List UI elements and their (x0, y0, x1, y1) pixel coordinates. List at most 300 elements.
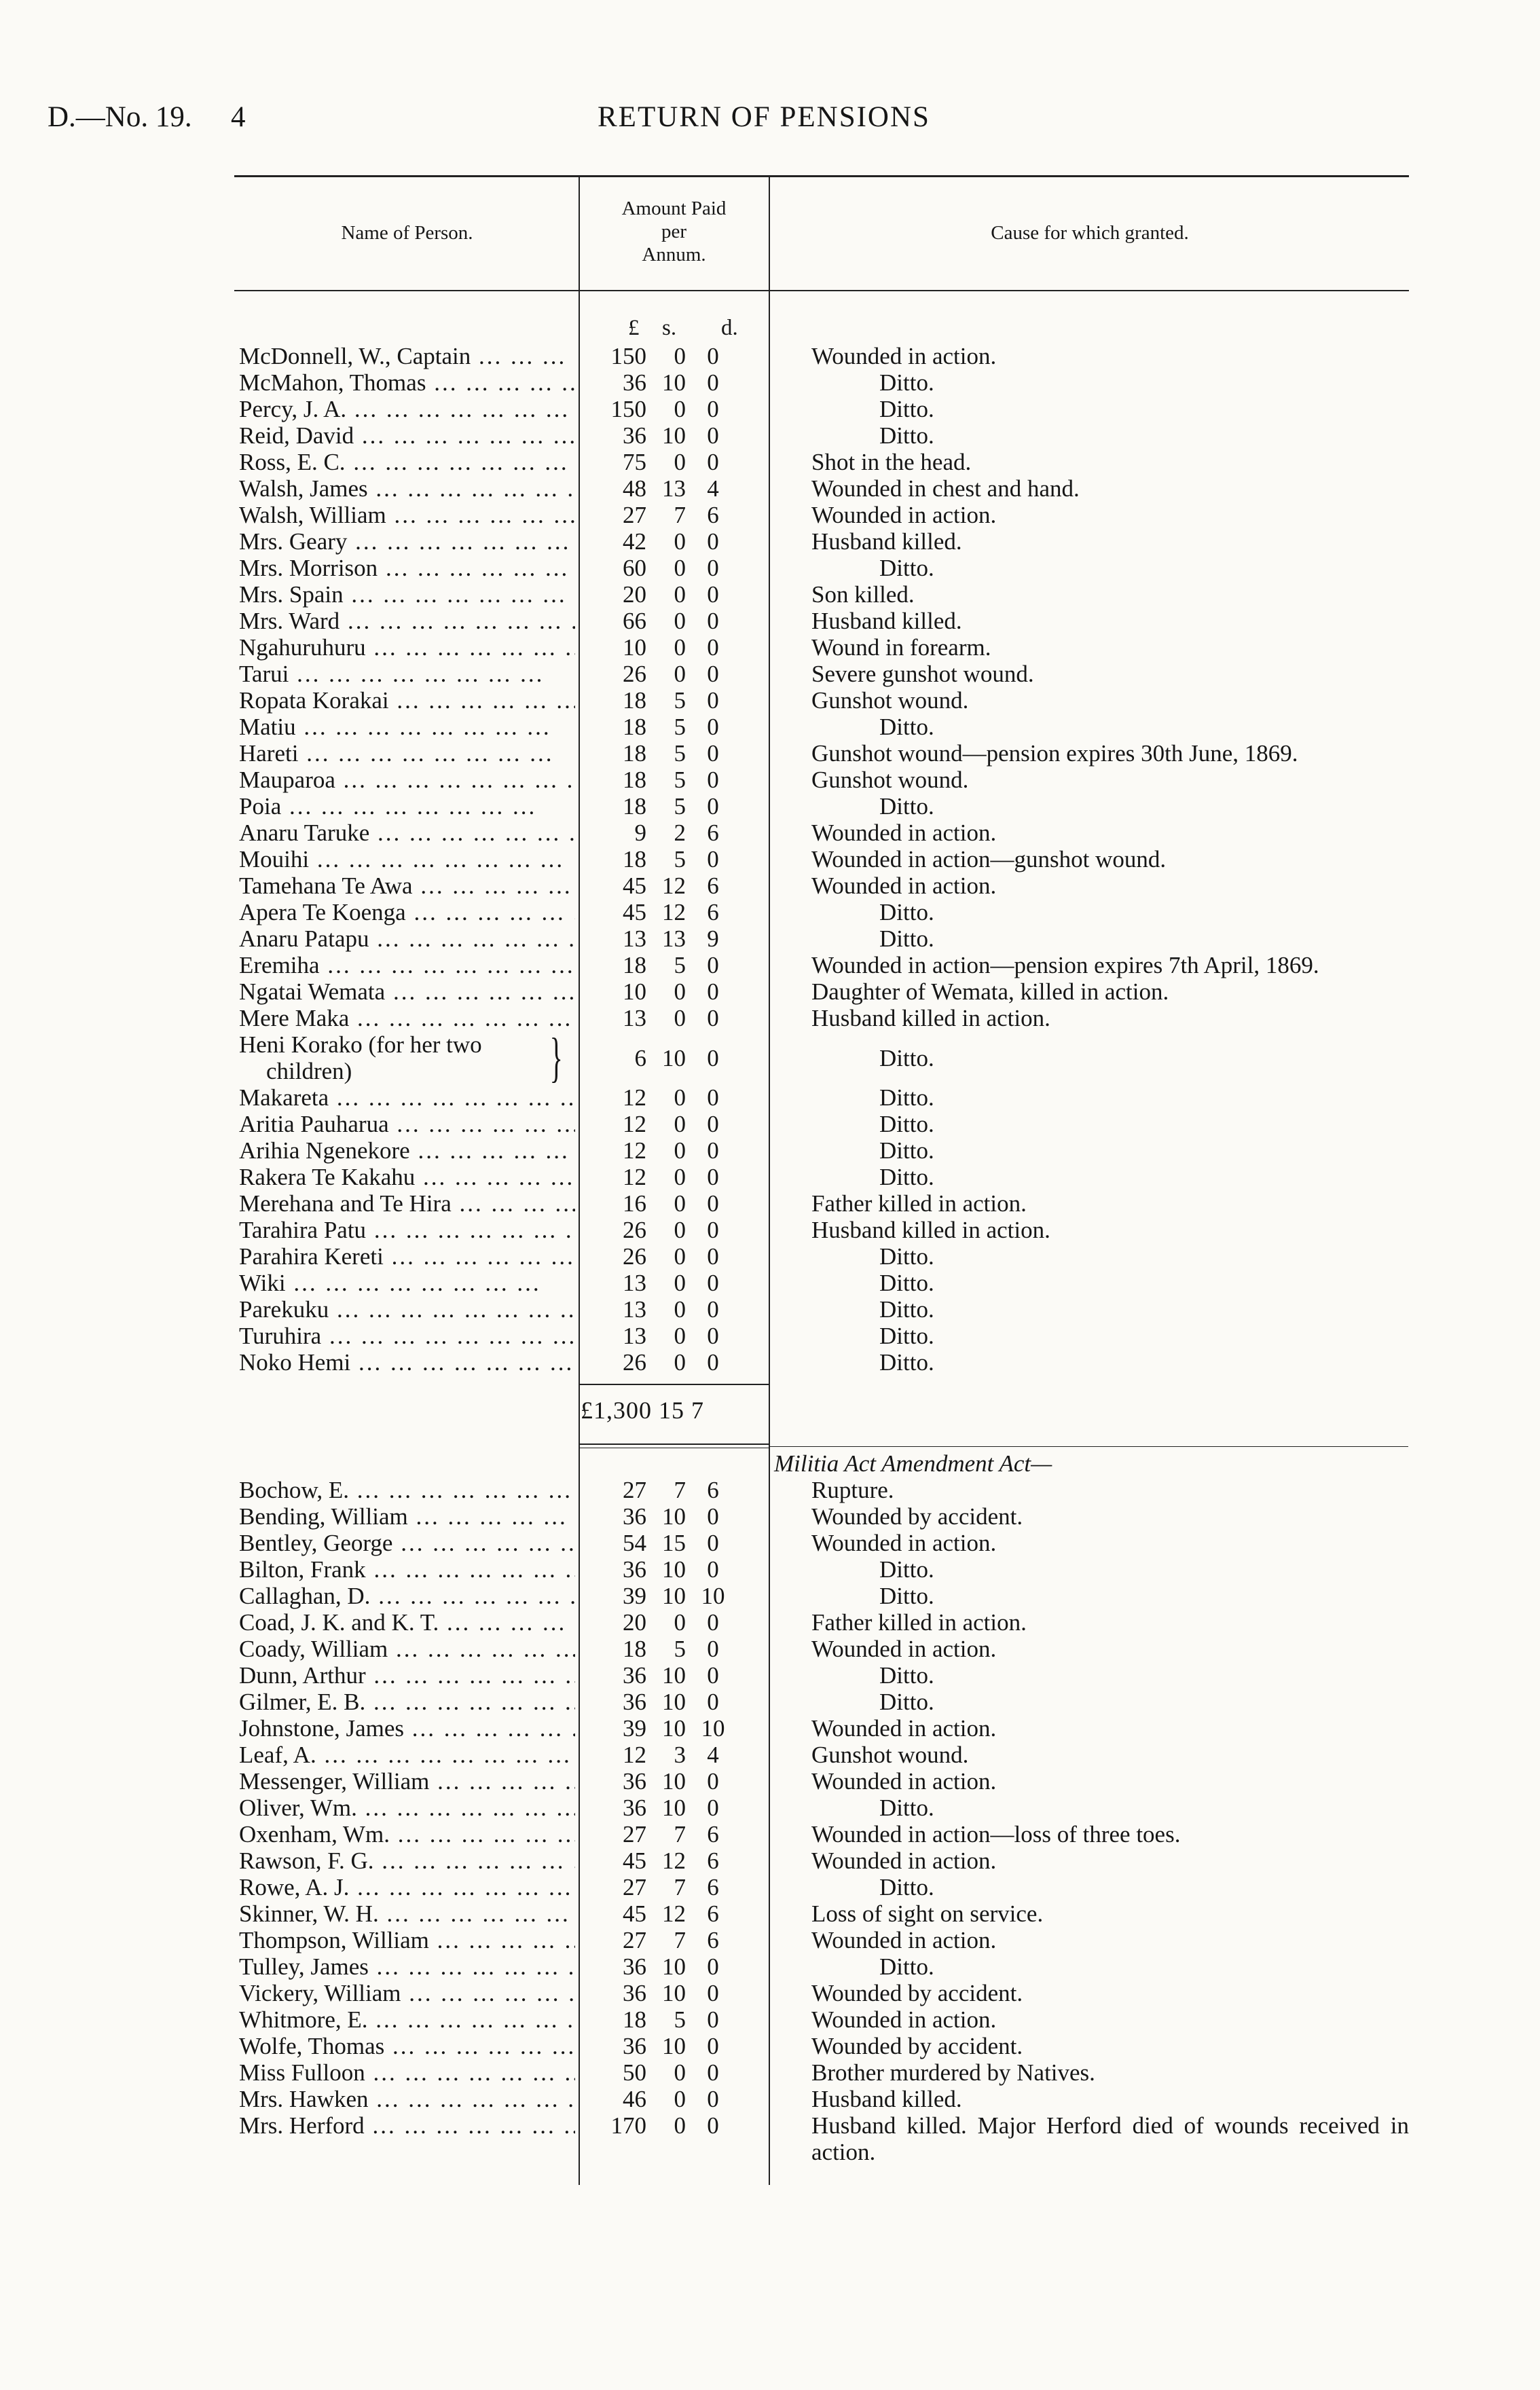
amount-shillings: 0 (674, 2086, 686, 2112)
amount-shillings: 0 (674, 1084, 686, 1111)
table-row (0, 661, 1540, 687)
amount-shillings: 0 (674, 661, 686, 687)
amount-shillings: 10 (662, 1689, 686, 1715)
table-row (0, 1137, 1540, 1164)
cause-text: Ditto. (879, 1296, 934, 1323)
table-row (0, 1953, 1540, 1980)
header-bottom-rule (234, 290, 1409, 291)
amount-pounds: 13 (623, 1323, 646, 1349)
person-name: Ngatai Wemata ... (239, 978, 575, 1005)
amount-shillings: 5 (674, 793, 686, 820)
amount-pence: 0 (707, 1530, 719, 1556)
amount-pounds: 75 (623, 449, 646, 475)
cause-text: Wounded by accident. (811, 2033, 1023, 2059)
amount-pounds: 39 (623, 1583, 646, 1609)
amount-shillings: 10 (662, 1045, 686, 1071)
amount-pounds: 36 (623, 369, 646, 396)
amount-pence: 6 (707, 899, 719, 925)
amount-pounds: 18 (623, 2006, 646, 2033)
person-name: Walsh, James ... (239, 475, 575, 502)
amount-pence: 0 (707, 1005, 719, 1031)
person-name: Miss Fulloon ... (239, 2059, 575, 2086)
person-name: Tulley, James ... (239, 1953, 575, 1980)
amount-pounds: 16 (623, 1190, 646, 1217)
cause-text: Wounded in action—gunshot wound. (811, 846, 1167, 872)
amount-pence: 0 (707, 687, 719, 714)
amount-pounds: 13 (623, 1296, 646, 1323)
person-name: Messenger, William ... (239, 1768, 575, 1795)
cause-text: Wounded in action. (811, 872, 997, 899)
table-row (0, 1715, 1540, 1742)
amount-shillings: 0 (674, 528, 686, 555)
amount-pounds: 18 (623, 793, 646, 820)
amount-shillings: 10 (662, 1662, 686, 1689)
amount-pounds: 45 (623, 1900, 646, 1927)
cause-text: Wounded by accident. (811, 1980, 1023, 2006)
amount-shillings: 5 (674, 687, 686, 714)
cause-text: Ditto. (879, 1556, 934, 1583)
cause-text: Wound in forearm. (811, 634, 991, 661)
person-name: Coady, William ... (239, 1636, 575, 1662)
amount-pounds: 26 (623, 1243, 646, 1270)
person-name: Eremiha ... (239, 952, 575, 978)
table-row (0, 343, 1540, 369)
table-top-rule (234, 175, 1409, 177)
table-row (0, 1689, 1540, 1715)
amount-shillings: 0 (674, 634, 686, 661)
cause-text: Ditto. (879, 925, 934, 952)
amount-shillings: 5 (674, 714, 686, 740)
amount-pence: 0 (707, 608, 719, 634)
table-row (0, 581, 1540, 608)
amount-pence: 0 (707, 767, 719, 793)
amount-pence: 10 (701, 1583, 725, 1609)
amount-pounds: 13 (623, 1270, 646, 1296)
amount-pence: 0 (707, 1662, 719, 1689)
amount-pence: 0 (707, 1556, 719, 1583)
person-name: Mrs. Geary ... (239, 528, 575, 555)
amount-shillings: 0 (674, 2112, 686, 2139)
table-row (0, 1821, 1540, 1847)
amount-shillings: 0 (674, 978, 686, 1005)
cause-text: Gunshot wound—pension expires 30th June, 1869. (811, 740, 1298, 767)
amount-shillings: 0 (674, 1349, 686, 1376)
cause-text: Ditto. (879, 369, 934, 396)
table-row (0, 1768, 1540, 1795)
amount-pence: 0 (707, 714, 719, 740)
amount-pence: 0 (707, 978, 719, 1005)
amount-shillings: 12 (662, 1900, 686, 1927)
table-row (0, 1296, 1540, 1323)
cause-text: Husband killed. Major Herford died of wounds received in action. (811, 2112, 1409, 2165)
amount-pence: 6 (707, 1927, 719, 1953)
person-name: Mrs. Herford ... (239, 2112, 575, 2139)
cause-text: Ditto. (879, 1689, 934, 1715)
amount-pounds: 45 (623, 872, 646, 899)
amount-pence: 0 (707, 1323, 719, 1349)
person-name: Johnstone, James ... (239, 1715, 575, 1742)
amount-pence: 0 (707, 1689, 719, 1715)
amount-pounds: 36 (623, 2033, 646, 2059)
amount-pence: 0 (707, 422, 719, 449)
amount-pence: 0 (707, 661, 719, 687)
militia-act-heading: Militia Act Amendment Act— (774, 1450, 1052, 1477)
person-name: Whitmore, E. ... (239, 2006, 575, 2033)
amount-pence: 0 (707, 1609, 719, 1636)
person-name: Bilton, Frank ... (239, 1556, 575, 1583)
cause-text: Ditto. (879, 793, 934, 820)
amount-pounds: 18 (623, 714, 646, 740)
amount-pence: 4 (707, 1742, 719, 1768)
amount-shillings: 10 (662, 1715, 686, 1742)
column-header-cause: Cause for which granted. (991, 222, 1189, 244)
amount-pounds: 36 (623, 1503, 646, 1530)
amount-pence: 0 (707, 1768, 719, 1795)
amount-pence: 0 (707, 396, 719, 422)
unit-pounds: £ (628, 316, 640, 340)
amount-pounds: 13 (623, 1005, 646, 1031)
table-row (0, 1349, 1540, 1376)
amount-pounds: 150 (610, 343, 646, 369)
unit-pence: d. (721, 316, 738, 340)
amount-pounds: 10 (623, 978, 646, 1005)
cause-text: Ditto. (879, 1164, 934, 1190)
table-row (0, 1270, 1540, 1296)
table-row (0, 925, 1540, 952)
table-row (0, 1583, 1540, 1609)
amount-shillings: 12 (662, 1847, 686, 1874)
table-row (0, 1323, 1540, 1349)
cause-text: Wounded in action. (811, 2006, 997, 2033)
amount-pence: 0 (707, 343, 719, 369)
table-row (0, 1980, 1540, 2006)
cause-text: Father killed in action. (811, 1190, 1027, 1217)
amount-pounds: 60 (623, 555, 646, 581)
amount-pence: 0 (707, 2033, 719, 2059)
person-name: Noko Hemi ... (239, 1349, 575, 1376)
amount-pounds: 18 (623, 1636, 646, 1662)
amount-pounds: 45 (623, 1847, 646, 1874)
table-row (0, 1028, 1540, 1088)
amount-pounds: 36 (623, 1953, 646, 1980)
cause-text: Wounded in action—pension expires 7th April, 1869. (811, 952, 1319, 978)
cause-text: Ditto. (879, 1874, 934, 1900)
section-rule (770, 1446, 1408, 1447)
amount-shillings: 2 (674, 820, 686, 846)
person-name: Tarui ... (239, 661, 575, 687)
table-row (0, 1847, 1540, 1874)
amount-pence: 6 (707, 1821, 719, 1847)
total-amount: £1,300 15 7 (581, 1397, 704, 1424)
table-row (0, 1900, 1540, 1927)
table-row (0, 475, 1540, 502)
person-name: Oxenham, Wm. ... (239, 1821, 575, 1847)
person-name: Oliver, Wm. ... (239, 1795, 575, 1821)
cause-text: Ditto. (879, 422, 934, 449)
amount-shillings: 5 (674, 952, 686, 978)
amount-shillings: 0 (674, 1137, 686, 1164)
amount-pence: 0 (707, 2086, 719, 2112)
amount-pence: 0 (707, 1953, 719, 1980)
table-row (0, 767, 1540, 793)
amount-pence: 6 (707, 1874, 719, 1900)
amount-shillings: 7 (674, 502, 686, 528)
table-row (0, 1111, 1540, 1137)
amount-shillings: 12 (662, 872, 686, 899)
amount-shillings: 0 (674, 1164, 686, 1190)
amount-pounds: 36 (623, 1795, 646, 1821)
person-name: Percy, J. A. ... (239, 396, 575, 422)
amount-pence: 0 (707, 2112, 719, 2139)
amount-pounds: 46 (623, 2086, 646, 2112)
column-header-amount-line1: Amount Paid (621, 198, 727, 219)
person-name: Tarahira Patu ... (239, 1217, 575, 1243)
amount-pounds: 18 (623, 846, 646, 872)
amount-shillings: 0 (674, 1005, 686, 1031)
table-row (0, 1662, 1540, 1689)
amount-shillings: 10 (662, 1583, 686, 1609)
table-row (0, 1556, 1540, 1583)
table-row (0, 846, 1540, 872)
amount-pence: 0 (707, 1084, 719, 1111)
amount-shillings: 0 (674, 396, 686, 422)
cause-text: Ditto. (879, 1953, 934, 1980)
amount-shillings: 3 (674, 1742, 686, 1768)
cause-text: Ditto. (879, 1270, 934, 1296)
amount-shillings: 0 (674, 581, 686, 608)
cause-text: Ditto. (879, 1323, 934, 1349)
table-row (0, 1530, 1540, 1556)
cause-text: Wounded in action. (811, 343, 997, 369)
table-row (0, 1503, 1540, 1530)
person-name: Wolfe, Thomas ... (239, 2033, 575, 2059)
table-row (0, 2059, 1540, 2086)
amount-pence: 0 (707, 1045, 719, 1071)
person-name: Rakera Te Kakahu ... (239, 1164, 575, 1190)
document-reference: D.—No. 19. (48, 101, 192, 133)
amount-pence: 0 (707, 1980, 719, 2006)
amount-pounds: 27 (623, 1874, 646, 1900)
amount-pounds: 9 (634, 820, 646, 846)
cause-text: Ditto. (879, 1349, 934, 1376)
amount-pounds: 12 (623, 1164, 646, 1190)
amount-pounds: 13 (623, 925, 646, 952)
person-name: Vickery, William ... (239, 1980, 575, 2006)
table-row (0, 608, 1540, 634)
amount-pence: 0 (707, 952, 719, 978)
person-name: Leaf, A. ... (239, 1742, 575, 1768)
cause-text: Ditto. (879, 396, 934, 422)
amount-pounds: 39 (623, 1715, 646, 1742)
amount-shillings: 13 (662, 475, 686, 502)
table-row (0, 2006, 1540, 2033)
amount-pounds: 20 (623, 581, 646, 608)
amount-pounds: 170 (610, 2112, 646, 2139)
person-name: Skinner, W. H. ... (239, 1900, 575, 1927)
cause-text: Wounded in action. (811, 820, 997, 846)
amount-pence: 0 (707, 793, 719, 820)
amount-pence: 0 (707, 1636, 719, 1662)
cause-text: Wounded in action. (811, 502, 997, 528)
table-row (0, 1609, 1540, 1636)
amount-pounds: 6 (634, 1045, 646, 1071)
person-name: Bentley, George ... (239, 1530, 575, 1556)
table-row (0, 793, 1540, 820)
cause-text: Gunshot wound. (811, 687, 969, 714)
amount-pence: 0 (707, 1349, 719, 1376)
cause-text: Wounded in action. (811, 1636, 997, 1662)
amount-shillings: 7 (674, 1821, 686, 1847)
cause-text: Son killed. (811, 581, 915, 608)
table-row (0, 369, 1540, 396)
person-name: Matiu ... (239, 714, 575, 740)
amount-shillings: 7 (674, 1927, 686, 1953)
amount-shillings: 5 (674, 740, 686, 767)
table-row (0, 1084, 1540, 1111)
amount-shillings: 10 (662, 1503, 686, 1530)
amount-pence: 0 (707, 555, 719, 581)
amount-shillings: 0 (674, 1270, 686, 1296)
cause-text: Wounded in action. (811, 1715, 997, 1742)
cause-text: Wounded in action. (811, 1530, 997, 1556)
amount-pence: 0 (707, 740, 719, 767)
amount-pounds: 18 (623, 740, 646, 767)
person-name: Ropata Korakai ... (239, 687, 575, 714)
table-row (0, 1190, 1540, 1217)
person-name: Rowe, A. J. ... (239, 1874, 575, 1900)
cause-text: Shot in the head. (811, 449, 972, 475)
cause-text: Husband killed in action. (811, 1217, 1050, 1243)
cause-text: Husband killed. (811, 2086, 962, 2112)
amount-shillings: 0 (674, 1190, 686, 1217)
amount-pounds: 27 (623, 502, 646, 528)
column-header-name: Name of Person. (341, 222, 473, 244)
person-name: Makareta ... (239, 1084, 575, 1111)
amount-pence: 0 (707, 1243, 719, 1270)
table-row (0, 740, 1540, 767)
amount-pence: 0 (707, 846, 719, 872)
amount-shillings: 10 (662, 1980, 686, 2006)
amount-shillings: 0 (674, 1323, 686, 1349)
cause-text: Wounded in action—loss of three toes. (811, 1821, 1181, 1847)
amount-pounds: 18 (623, 767, 646, 793)
amount-pence: 9 (707, 925, 719, 952)
amount-pence: 6 (707, 820, 719, 846)
cause-text: Wounded by accident. (811, 1503, 1023, 1530)
person-name: Tamehana Te Awa ... (239, 872, 575, 899)
cause-text: Gunshot wound. (811, 1742, 969, 1768)
cause-text: Husband killed. (811, 608, 962, 634)
amount-shillings: 0 (674, 1296, 686, 1323)
amount-pence: 6 (707, 872, 719, 899)
table-row (0, 449, 1540, 475)
person-name: Reid, David ... (239, 422, 575, 449)
amount-pounds: 20 (623, 1609, 646, 1636)
cause-text: Ditto. (879, 1111, 934, 1137)
table-row (0, 1005, 1540, 1031)
section-heading (0, 1450, 1540, 1477)
amount-shillings: 10 (662, 1556, 686, 1583)
table-row (0, 502, 1540, 528)
amount-pounds: 54 (623, 1530, 646, 1556)
table-row (0, 1243, 1540, 1270)
cause-text: Ditto. (879, 1583, 934, 1609)
amount-pounds: 27 (623, 1477, 646, 1503)
amount-shillings: 0 (674, 449, 686, 475)
amount-pence: 6 (707, 1847, 719, 1874)
amount-pounds: 66 (623, 608, 646, 634)
cause-text: Father killed in action. (811, 1609, 1027, 1636)
pensions-table (0, 343, 1540, 2165)
person-name: Walsh, William ... (239, 502, 575, 528)
table-row (0, 1927, 1540, 1953)
amount-pounds: 36 (623, 1662, 646, 1689)
amount-pounds: 27 (623, 1821, 646, 1847)
cause-text: Loss of sight on service. (811, 1900, 1044, 1927)
amount-shillings: 7 (674, 1477, 686, 1503)
total-rule-top (579, 1384, 770, 1385)
person-name: Wiki ... (239, 1270, 575, 1296)
amount-pence: 6 (707, 502, 719, 528)
page-title: RETURN OF PENSIONS (598, 101, 930, 133)
person-name: Mrs. Hawken ... (239, 2086, 575, 2112)
table-row (0, 396, 1540, 422)
table-row (0, 2112, 1540, 2165)
table-row (0, 2033, 1540, 2059)
amount-pence: 0 (707, 1137, 719, 1164)
amount-shillings: 0 (674, 2059, 686, 2086)
amount-pence: 4 (707, 475, 719, 502)
table-row (0, 422, 1540, 449)
amount-pounds: 45 (623, 899, 646, 925)
person-name-line2: children) (266, 1058, 352, 1084)
amount-shillings: 10 (662, 369, 686, 396)
amount-shillings: 10 (662, 422, 686, 449)
amount-pence: 0 (707, 1270, 719, 1296)
table-row (0, 555, 1540, 581)
amount-shillings: 0 (674, 343, 686, 369)
person-name: McDonnell, W., Captain ... (239, 343, 575, 369)
amount-pence: 6 (707, 1900, 719, 1927)
amount-shillings: 5 (674, 1636, 686, 1662)
table-row (0, 528, 1540, 555)
amount-shillings: 10 (662, 1953, 686, 1980)
amount-pounds: 27 (623, 1927, 646, 1953)
amount-pounds: 12 (623, 1137, 646, 1164)
cause-text: Ditto. (879, 1662, 934, 1689)
amount-shillings: 0 (674, 1111, 686, 1137)
amount-shillings: 5 (674, 846, 686, 872)
person-name: Dunn, Arthur ... (239, 1662, 575, 1689)
person-name: Ross, E. C. ... (239, 449, 575, 475)
amount-pence: 0 (707, 2059, 719, 2086)
amount-pounds: 26 (623, 1217, 646, 1243)
amount-pounds: 36 (623, 1980, 646, 2006)
person-name: Ngahuruhuru ... (239, 634, 575, 661)
amount-pounds: 10 (623, 634, 646, 661)
table-row (0, 687, 1540, 714)
amount-pounds: 36 (623, 1556, 646, 1583)
amount-pence: 0 (707, 1217, 719, 1243)
amount-shillings: 0 (674, 1217, 686, 1243)
person-name-line1: Heni Korako (for her two (239, 1031, 482, 1058)
cause-text: Husband killed. (811, 528, 962, 555)
amount-pounds: 48 (623, 475, 646, 502)
table-row (0, 714, 1540, 740)
person-name: Apera Te Koenga ... (239, 899, 575, 925)
person-name: Mauparoa ... (239, 767, 575, 793)
amount-pounds: 42 (623, 528, 646, 555)
